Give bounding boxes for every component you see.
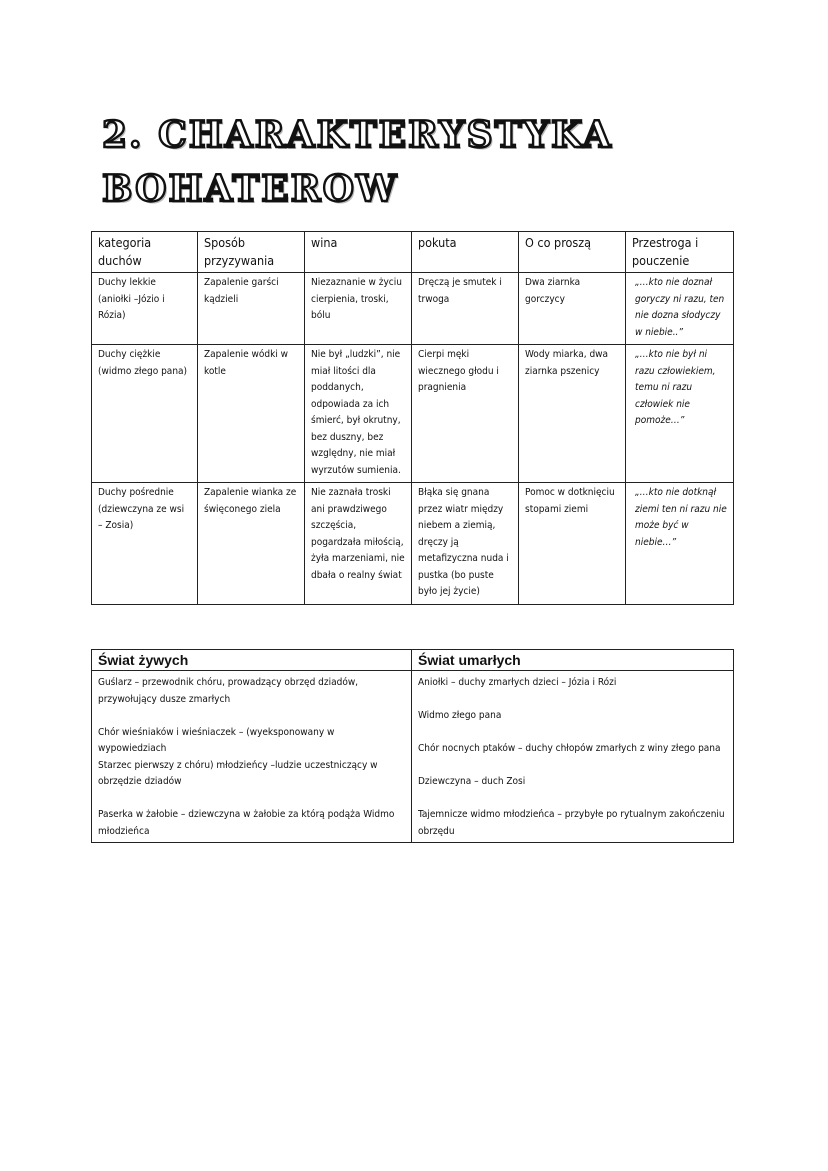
table-cell: Dwa ziarnka gorczycy: [519, 273, 626, 345]
column-header: O co proszą: [519, 232, 626, 273]
list-item: Chór nocnych ptaków – duchy chłopów zmarłych z winy złego pana: [418, 743, 721, 754]
table-header-row: [92, 232, 734, 273]
table-header-row: [92, 650, 734, 671]
column-header: pokuta: [412, 232, 519, 273]
table-cell: Zapalenie garści kądzieli: [198, 273, 305, 345]
worlds-table: [91, 649, 734, 843]
table-cell: Niezaznanie w życiu cierpienia, troski, bólu: [305, 273, 412, 345]
table-cell: Duchy ciężkie (widmo złego pana): [92, 345, 198, 483]
table-cell: Nie zaznała troski ani prawdziwego szczęścia, pogardzała miłością, żyła marzeniami, nie dbała o realny świat: [305, 483, 412, 605]
list-item: Chór wieśniaków i wieśniaczek – (wyeksponowany w wypowiedziach: [98, 726, 335, 754]
table-cell: Błąka się gnana przez wiatr między niebem a ziemią, dręczy ją metafizyczna nuda i pustka (bo puste było jej życie): [412, 483, 519, 605]
list-item: Aniołki – duchy zmarłych dzieci – Józia i Rózi: [418, 677, 617, 688]
list-item: Widmo złego pana: [418, 710, 502, 721]
column-header-living: Świat żywych: [92, 650, 412, 671]
table-cell: Wody miarka, dwa ziarnka pszenicy: [519, 345, 626, 483]
table-cell: „…kto nie doznał goryczy ni razu, ten nie dozna słodyczy w niebie..”: [626, 273, 734, 345]
title-line-2: BOHATEROW: [102, 168, 399, 210]
list-item: Guślarz – przewodnik chóru, prowadzący obrzęd dziadów, przywołujący dusze zmarłych: [98, 677, 359, 705]
column-header: wina: [305, 232, 412, 273]
page-title: [102, 108, 722, 216]
table-row: [92, 671, 734, 843]
list-item: Dziewczyna – duch Zosi: [418, 776, 526, 787]
title-line-1: 2. CHARAKTERYSTYKA: [102, 114, 613, 156]
column-header-dead: Świat umarłych: [412, 650, 734, 671]
table-cell: Duchy lekkie (aniołki –Józio i Rózia): [92, 273, 198, 345]
table-cell: Nie był „ludzki”, nie miał litości dla poddanych, odpowiada za ich śmierć, był okrutny, bez duszny, bez względny, nie miał wyrzutów sumienia.: [305, 345, 412, 483]
table-row: [92, 345, 734, 483]
dead-world-cell: [412, 671, 734, 843]
table-cell: Zapalenie wódki w kotle: [198, 345, 305, 483]
characters-table: [91, 231, 734, 605]
table-cell: Cierpi męki wiecznego głodu i pragnienia: [412, 345, 519, 483]
table-cell: Dręczą je smutek i trwoga: [412, 273, 519, 345]
table-row: [92, 273, 734, 345]
table-row: [92, 483, 734, 605]
table-cell: Duchy pośrednie (dziewczyna ze wsi – Zosia): [92, 483, 198, 605]
list-item: Paserka w żałobie – dziewczyna w żałobie za którą podąża Widmo młodzieńca: [98, 809, 395, 837]
list-item: Tajemnicze widmo młodzieńca – przybyłe po rytualnym zakończeniu obrzędu: [418, 809, 725, 837]
column-header: Sposób przyzywania: [198, 232, 305, 273]
column-header: Przestroga i pouczenie: [626, 232, 734, 273]
table-cell: Pomoc w dotknięciu stopami ziemi: [519, 483, 626, 605]
table-cell: Zapalenie wianka ze święconego ziela: [198, 483, 305, 605]
living-world-cell: [92, 671, 412, 843]
table-cell: „…kto nie dotknął ziemi ten ni razu nie może być w niebie…”: [626, 483, 734, 605]
column-header: kategoria duchów: [92, 232, 198, 273]
list-item: Starzec pierwszy z chóru) młodzieńcy –ludzie uczestniczący w obrzędzie dziadów: [98, 759, 378, 787]
table-cell: „…kto nie był ni razu człowiekiem, temu ni razu człowiek nie pomoże…”: [626, 345, 734, 483]
